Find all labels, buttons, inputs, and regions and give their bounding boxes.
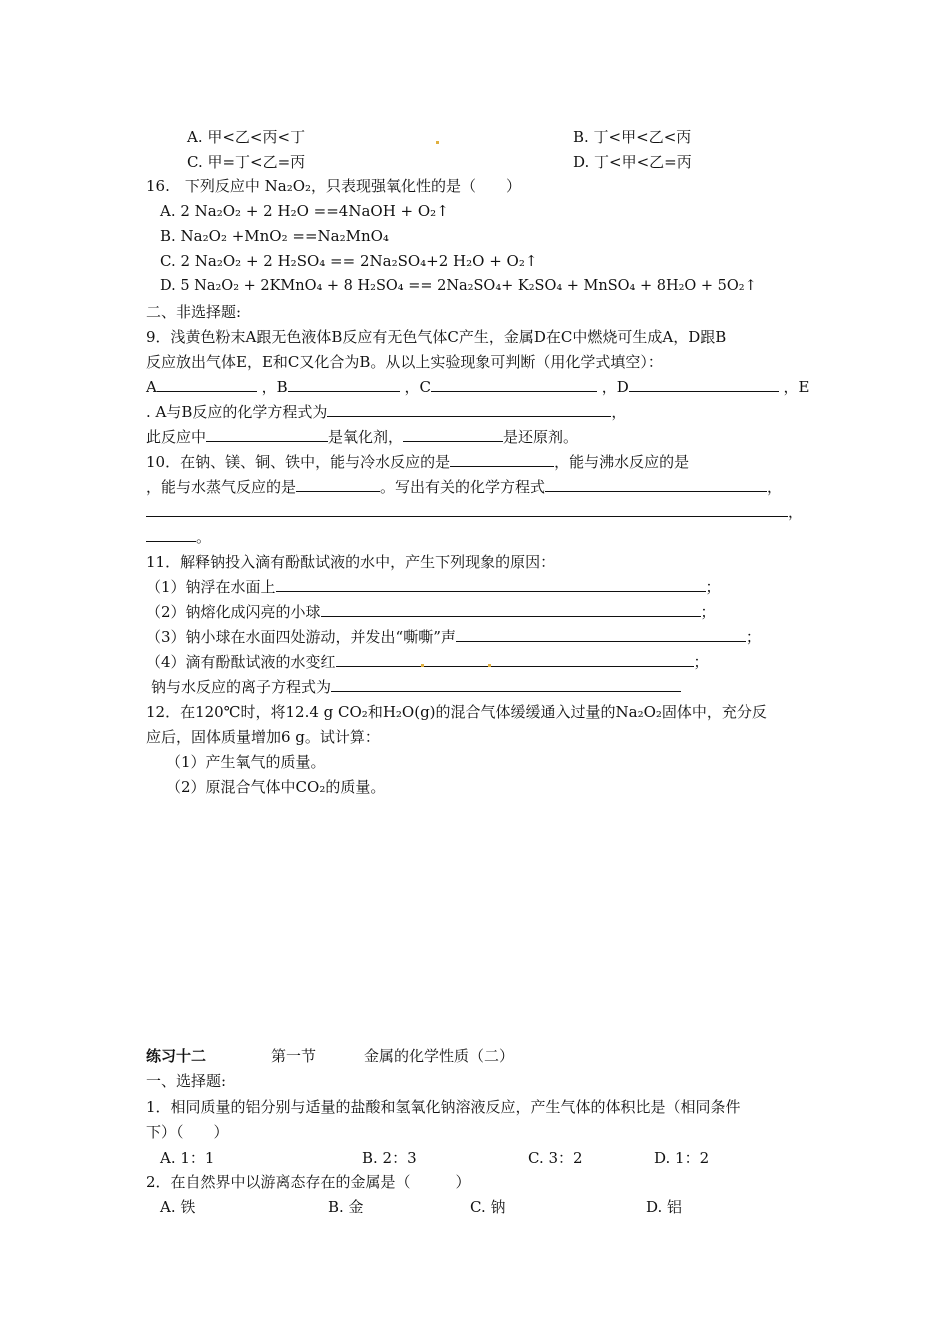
q9-blank-equation[interactable] xyxy=(327,401,611,417)
part-heading: 一、选择题: xyxy=(146,1072,227,1090)
q9-line-5 xyxy=(146,426,578,448)
q11-stem: 11．解释钠投入滴有酚酞试液的水中，产生下列现象的原因： xyxy=(146,553,556,571)
q9-label-e: ，E xyxy=(783,378,810,396)
q10-prompt-equations: 。写出有关的化学方程式 xyxy=(380,478,546,496)
q12-line-1: 12．在120℃时，将12.4 g CO₂和H₂O(g)的混合气体缓缓通入过量的Na₂O₂固体中，充分反 xyxy=(146,703,767,721)
q10-blank-steam[interactable] xyxy=(296,476,380,492)
q11-blank-3[interactable] xyxy=(456,626,746,642)
q11-blank-ionic[interactable] xyxy=(331,676,681,692)
q10-line-2-comma: ， xyxy=(767,478,783,496)
speck-mark xyxy=(421,664,424,667)
q9-blank-reductant[interactable] xyxy=(403,426,503,442)
ex12-q1-option-b: B. 2：3 xyxy=(362,1149,417,1167)
q9-label-c: ，C xyxy=(404,378,431,396)
q15-option-a: A. 甲<乙<丙<丁 xyxy=(187,128,306,146)
q11-item-2 xyxy=(146,601,716,623)
ex12-q1-option-a: A. 1：1 xyxy=(160,1149,215,1167)
q11-blank-4[interactable] xyxy=(336,651,694,667)
q11-semicolon-3: ； xyxy=(745,628,761,646)
q15-option-d: D. 丁<甲<乙=丙 xyxy=(573,153,692,171)
q9-line-1: 9．浅黄色粉末A跟无色液体B反应有无色气体C产生，金属D在C中燃烧可生成A，D跟B xyxy=(146,328,727,346)
q11-blank-1[interactable] xyxy=(276,576,706,592)
q11-prompt-2: （2）钠熔化成闪亮的小球 xyxy=(146,603,321,621)
q10-blank-equation-1[interactable] xyxy=(545,476,767,492)
q9-equation-prompt: . A与B反应的化学方程式为 xyxy=(146,403,328,421)
ex12-q2-option-a: A. 铁 xyxy=(160,1198,196,1216)
section-heading: 二、非选择题: xyxy=(146,303,242,321)
q12-line-2: 应后，固体质量增加6 g。试计算： xyxy=(146,728,380,746)
q10-line-3 xyxy=(146,501,803,523)
q9-label-a: A xyxy=(146,378,157,396)
q11-semicolon-4: ； xyxy=(693,653,709,671)
q10-blank-equation-3[interactable] xyxy=(146,526,196,542)
q10-prompt-steam: ，能与水蒸气反应的是 xyxy=(146,478,297,496)
exercise-topic: 金属的化学性质（二） xyxy=(364,1047,515,1065)
q9-blank-oxidant[interactable] xyxy=(206,426,328,442)
q9-label-b: ，B xyxy=(261,378,288,396)
q11-prompt-4: （4）滴有酚酞试液的水变红 xyxy=(146,653,336,671)
q10-blank-equation-2[interactable] xyxy=(146,501,788,517)
ex12-q1-option-d: D. 1：2 xyxy=(654,1149,710,1167)
ex12-q1-line-1: 1．相同质量的铝分别与适量的盐酸和氢氧化钠溶液反应，产生气体的体积比是（相同条件 xyxy=(146,1098,741,1116)
q11-item-4 xyxy=(146,651,709,673)
q10-line-2 xyxy=(146,476,782,498)
q16-option-d: D. 5 Na₂O₂ + 2KMnO₄ + 8 H₂SO₄ == 2Na₂SO₄+ K₂SO₄ + MnSO₄ + 8H₂O + 5O₂↑ xyxy=(160,278,757,294)
q11-blank-2[interactable] xyxy=(321,601,701,617)
ex12-q2-stem: 2．在自然界中以游离态存在的金属是（ ） xyxy=(146,1173,471,1191)
q9-prompt-reductant: 是还原剂。 xyxy=(503,428,579,446)
q10-prompt-boiling: ，能与沸水反应的是 xyxy=(554,453,690,471)
q16-stem: 16. 下列反应中 Na₂O₂，只表现强氧化性的是（ ） xyxy=(146,177,522,195)
q10-line-1 xyxy=(146,451,689,473)
q10-line-4 xyxy=(146,526,211,548)
q9-label-d: ，D xyxy=(601,378,629,396)
ex12-q1-option-c: C. 3：2 xyxy=(528,1149,583,1167)
q11-semicolon-2: ； xyxy=(700,603,716,621)
q9-blank-b[interactable] xyxy=(288,376,400,392)
q15-option-c: C. 甲=丁<乙=丙 xyxy=(187,153,306,171)
speck-mark xyxy=(488,664,491,667)
q11-prompt-3: （3）钠小球在水面四处游动，并发出“嘶嘶”声 xyxy=(146,628,456,646)
q15-option-b: B. 丁<甲<乙<丙 xyxy=(573,128,692,146)
q10-prompt-cold: 10．在钠、镁、铜、铁中，能与冷水反应的是 xyxy=(146,453,451,471)
ex12-q2-option-b: B. 金 xyxy=(328,1198,364,1216)
q9-prompt-reaction: 此反应中 xyxy=(146,428,207,446)
ex12-q2-option-d: D. 铝 xyxy=(646,1198,683,1216)
q11-item-1 xyxy=(146,576,721,598)
q16-option-b: B. Na₂O₂ +MnO₂ ==Na₂MnO₄ xyxy=(160,227,389,245)
q9-blank-a[interactable] xyxy=(157,376,257,392)
q11-prompt-ionic: 钠与水反应的离子方程式为 xyxy=(151,678,332,696)
q9-line-4 xyxy=(146,401,626,423)
q12-sub-2: （2）原混合气体中CO₂的质量。 xyxy=(166,778,386,796)
q9-line-2: 反应放出气体E，E和C又化合为B。从以上实验现象可判断（用化学式填空）： xyxy=(146,353,663,371)
q12-sub-1: （1）产生氧气的质量。 xyxy=(166,753,326,771)
q9-line-4-comma: ， xyxy=(611,403,627,421)
q11-item-3 xyxy=(146,626,761,648)
exercise-section: 第一节 xyxy=(271,1047,317,1065)
q10-blank-cold[interactable] xyxy=(450,451,554,467)
q9-blank-c[interactable] xyxy=(431,376,597,392)
ex12-q2-option-c: C. 钠 xyxy=(470,1198,506,1216)
q9-prompt-oxidant: 是氧化剂， xyxy=(328,428,404,446)
q16-option-a: A. 2 Na₂O₂ + 2 H₂O ==4NaOH + O₂↑ xyxy=(160,202,449,220)
q9-blank-d[interactable] xyxy=(629,376,779,392)
q11-ionic-equation xyxy=(151,676,681,698)
q16-option-c: C. 2 Na₂O₂ + 2 H₂SO₄ == 2Na₂SO₄+2 H₂O + O₂↑ xyxy=(160,252,538,270)
exercise-title: 练习十二 xyxy=(146,1047,207,1065)
q11-prompt-1: （1）钠浮在水面上 xyxy=(146,578,276,596)
q10-line-4-period: 。 xyxy=(196,528,212,546)
q10-line-3-comma: ， xyxy=(788,503,804,521)
speck-mark xyxy=(436,141,439,144)
q11-semicolon-1: ； xyxy=(705,578,721,596)
ex12-q1-line-2: 下）（ ） xyxy=(146,1123,229,1141)
q9-blanks-row xyxy=(146,376,809,398)
